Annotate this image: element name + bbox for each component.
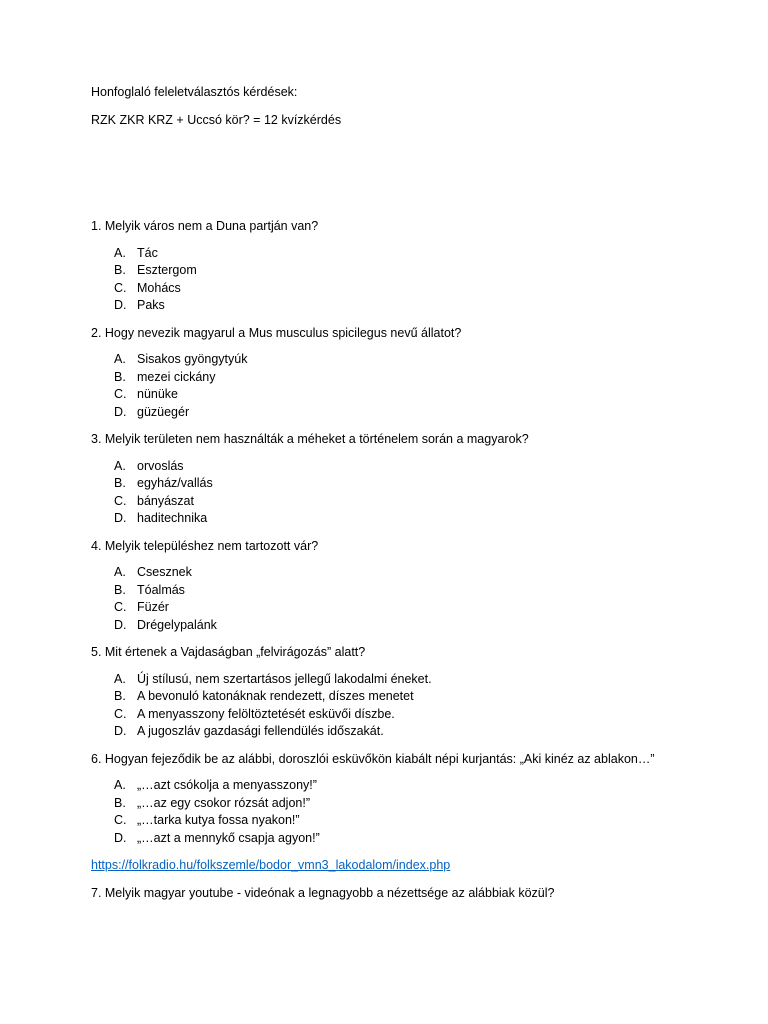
option-c xyxy=(91,706,711,724)
option-d xyxy=(91,404,711,422)
option-c xyxy=(91,599,711,617)
option-letter: B. xyxy=(114,263,126,277)
option-a xyxy=(91,245,711,263)
option-text: „…azt a mennykő csapja agyon!” xyxy=(137,830,320,845)
question-3 xyxy=(91,431,711,528)
option-b xyxy=(91,262,711,280)
option-text: egyház/vallás xyxy=(137,476,213,490)
question-2 xyxy=(91,325,711,422)
option-letter: C. xyxy=(114,493,127,508)
document-page xyxy=(91,84,711,911)
option-b xyxy=(91,688,711,706)
option-text: Mohács xyxy=(137,280,181,295)
option-list xyxy=(91,458,711,528)
option-letter: C. xyxy=(114,600,127,614)
option-c xyxy=(91,812,711,830)
option-letter: B. xyxy=(114,795,126,810)
question-4 xyxy=(91,538,711,635)
option-b xyxy=(91,582,711,600)
option-text: güzüegér xyxy=(137,404,190,419)
option-letter: D. xyxy=(114,724,127,738)
question-text: 1. Melyik város nem a Duna partján van? xyxy=(91,219,319,233)
option-letter: A. xyxy=(114,352,126,366)
document-title: Honfoglaló feleletválasztós kérdések: xyxy=(91,85,298,99)
option-b xyxy=(91,475,711,493)
option-letter: C. xyxy=(114,706,127,721)
option-d xyxy=(91,830,711,848)
option-letter: B. xyxy=(114,582,126,597)
option-letter: D. xyxy=(114,830,127,845)
option-text: bányászat xyxy=(137,493,194,508)
question-text: 6. Hogyan fejeződik be az alábbi, doroszlói esküvőkön kiabált népi kurjantás: „Aki kinéz az ablakon…” xyxy=(91,751,655,766)
option-text: „…tarka kutya fossa nyakon!” xyxy=(137,813,300,827)
option-text: „…azt csókolja a menyasszony!” xyxy=(137,778,317,792)
question-list xyxy=(91,218,711,902)
option-letter: C. xyxy=(114,387,127,401)
option-d xyxy=(91,617,711,635)
option-letter: A. xyxy=(114,458,126,473)
question-1 xyxy=(91,218,711,315)
question-6 xyxy=(91,751,711,848)
option-b xyxy=(91,795,711,813)
option-text: Tóalmás xyxy=(137,582,185,597)
option-text: Drégelypalánk xyxy=(137,617,217,632)
option-text: nünüke xyxy=(137,387,179,401)
option-b xyxy=(91,369,711,387)
option-text: Sisakos gyöngytyúk xyxy=(137,352,248,366)
option-text: mezei cickány xyxy=(137,369,216,384)
option-text: A menyasszony felöltöztetését esküvői díszbe. xyxy=(137,706,395,721)
option-text: Esztergom xyxy=(137,263,197,277)
option-letter: D. xyxy=(114,404,127,419)
question-text: 3. Melyik területen nem használták a méheket a történelem során a magyarok? xyxy=(91,432,529,446)
option-a xyxy=(91,777,711,795)
option-letter: B. xyxy=(114,689,126,703)
question-text: 2. Hogy nevezik magyarul a Mus musculus spicilegus nevű állatot? xyxy=(91,325,462,340)
option-text: orvoslás xyxy=(137,458,184,473)
question-text: 4. Melyik településhez nem tartozott vár? xyxy=(91,538,319,553)
option-letter: A. xyxy=(114,671,126,686)
option-letter: A. xyxy=(114,565,126,579)
option-d xyxy=(91,297,711,315)
document-subtitle: RZK ZKR KRZ + Uccsó kör? = 12 kvízkérdés xyxy=(91,112,342,127)
option-text: haditechnika xyxy=(137,511,208,525)
option-letter: D. xyxy=(114,298,127,312)
question-7-text: 7. Melyik magyar youtube - videónak a legnagyobb a nézettsége az alábbiak közül? xyxy=(91,885,555,900)
option-letter: B. xyxy=(114,369,126,384)
option-d xyxy=(91,510,711,528)
option-list xyxy=(91,777,711,847)
option-list xyxy=(91,564,711,634)
option-text: A jugoszláv gazdasági fellendülés időszakát. xyxy=(137,724,384,738)
option-letter: D. xyxy=(114,511,127,525)
option-list xyxy=(91,671,711,741)
option-list xyxy=(91,351,711,421)
option-letter: C. xyxy=(114,280,127,295)
option-letter: B. xyxy=(114,476,126,490)
question-5 xyxy=(91,644,711,741)
option-text: Füzér xyxy=(137,600,169,614)
option-text: Csesznek xyxy=(137,565,192,579)
option-list xyxy=(91,245,711,315)
option-letter: A. xyxy=(114,245,126,260)
option-a xyxy=(91,671,711,689)
option-text: Paks xyxy=(137,298,165,312)
option-a xyxy=(91,351,711,369)
source-link-line xyxy=(91,857,711,875)
option-d xyxy=(91,723,711,741)
option-c xyxy=(91,386,711,404)
option-letter: A. xyxy=(114,778,126,792)
option-text: Új stílusú, nem szertartásos jellegű lakodalmi éneket. xyxy=(137,671,432,686)
option-letter: D. xyxy=(114,617,127,632)
option-text: Tác xyxy=(137,245,158,260)
option-c xyxy=(91,493,711,511)
option-a xyxy=(91,564,711,582)
option-a xyxy=(91,458,711,476)
source-link[interactable]: https://folkradio.hu/folkszemle/bodor_vmn3_lakodalom/index.php xyxy=(91,858,451,872)
option-text: „…az egy csokor rózsát adjon!” xyxy=(137,795,310,810)
question-text: 5. Mit értenek a Vajdaságban „felvirágozás” alatt? xyxy=(91,645,366,659)
option-letter: C. xyxy=(114,813,127,827)
option-text: A bevonuló katonáknak rendezett, díszes menetet xyxy=(137,689,414,703)
option-c xyxy=(91,280,711,298)
